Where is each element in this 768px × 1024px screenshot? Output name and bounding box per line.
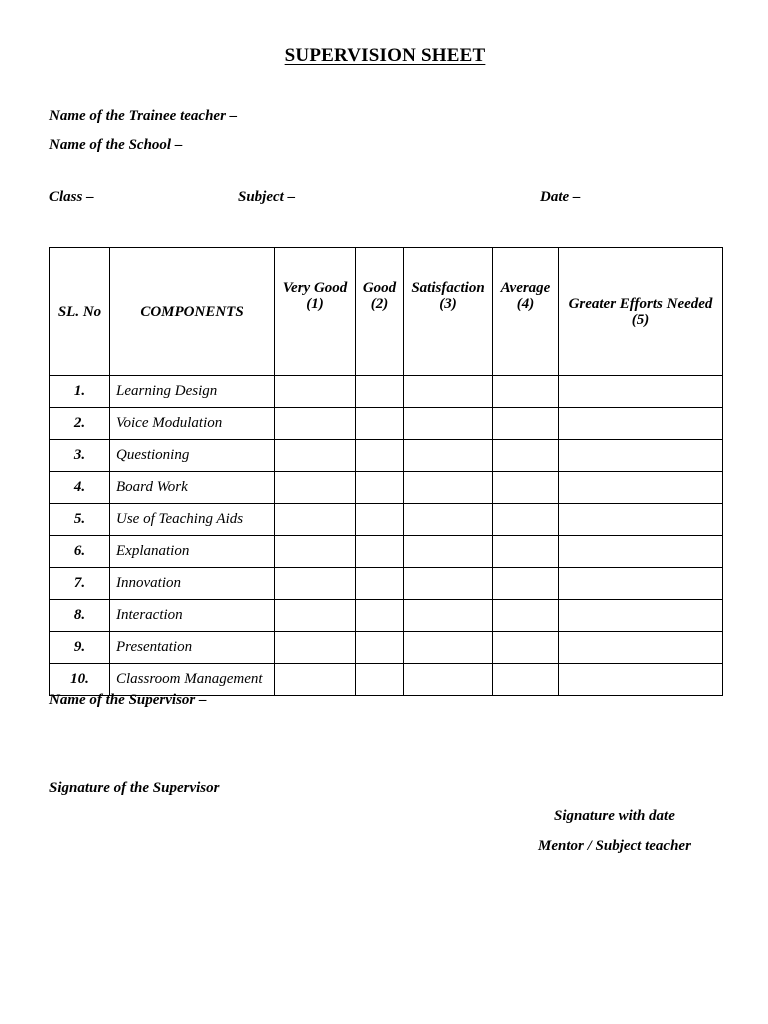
rating-cell-very-good bbox=[275, 408, 356, 440]
row-number: 5. bbox=[50, 504, 110, 536]
rating-cell-good bbox=[356, 632, 404, 664]
header-average: Average (4) bbox=[493, 248, 559, 376]
row-number: 3. bbox=[50, 440, 110, 472]
class-label: Class – bbox=[49, 189, 94, 205]
row-number: 2. bbox=[50, 408, 110, 440]
row-component: Innovation bbox=[110, 568, 275, 600]
rating-cell-greater-efforts bbox=[559, 408, 723, 440]
row-component: Interaction bbox=[110, 600, 275, 632]
rating-cell-very-good bbox=[275, 472, 356, 504]
rating-cell-satisfaction bbox=[404, 376, 493, 408]
table-row bbox=[50, 536, 723, 568]
rating-cell-good bbox=[356, 504, 404, 536]
row-number: 7. bbox=[50, 568, 110, 600]
rating-cell-good bbox=[356, 600, 404, 632]
supervisor-signature-label: Signature of the Supervisor bbox=[49, 780, 220, 796]
rating-cell-satisfaction bbox=[404, 632, 493, 664]
rating-cell-average bbox=[493, 600, 559, 632]
table-row bbox=[50, 568, 723, 600]
rating-cell-greater-efforts bbox=[559, 440, 723, 472]
school-name-label: Name of the School – bbox=[49, 137, 183, 153]
rating-cell-satisfaction bbox=[404, 664, 493, 696]
table-header-row bbox=[50, 248, 723, 376]
rating-cell-very-good bbox=[275, 376, 356, 408]
rating-cell-good bbox=[356, 440, 404, 472]
rating-cell-average bbox=[493, 504, 559, 536]
table-row bbox=[50, 408, 723, 440]
rating-cell-satisfaction bbox=[404, 600, 493, 632]
header-very-good: Very Good (1) bbox=[275, 248, 356, 376]
header-satisfaction: Satisfaction (3) bbox=[404, 248, 493, 376]
row-number: 4. bbox=[50, 472, 110, 504]
signature-date-label: Signature with date bbox=[554, 808, 675, 824]
row-number: 10. bbox=[50, 664, 110, 696]
header-greater-efforts: Greater Efforts Needed (5) bbox=[559, 248, 723, 376]
rating-cell-greater-efforts bbox=[559, 536, 723, 568]
table-row bbox=[50, 600, 723, 632]
subject-label: Subject – bbox=[238, 189, 296, 205]
rating-cell-good bbox=[356, 408, 404, 440]
row-component: Learning Design bbox=[110, 376, 275, 408]
rating-cell-very-good bbox=[275, 632, 356, 664]
rating-cell-very-good bbox=[275, 440, 356, 472]
trainee-name-label: Name of the Trainee teacher – bbox=[49, 108, 238, 124]
rating-cell-very-good bbox=[275, 600, 356, 632]
row-component: Voice Modulation bbox=[110, 408, 275, 440]
table-row bbox=[50, 664, 723, 696]
date-label: Date – bbox=[540, 189, 581, 205]
rating-cell-good bbox=[356, 376, 404, 408]
rating-cell-average bbox=[493, 536, 559, 568]
rating-cell-average bbox=[493, 632, 559, 664]
rating-cell-good bbox=[356, 472, 404, 504]
row-component: Use of Teaching Aids bbox=[110, 504, 275, 536]
rating-cell-greater-efforts bbox=[559, 472, 723, 504]
rating-cell-good bbox=[356, 664, 404, 696]
page-title: SUPERVISION SHEET bbox=[284, 45, 486, 66]
header-components: COMPONENTS bbox=[110, 248, 275, 376]
row-component: Classroom Management bbox=[110, 664, 275, 696]
row-component: Questioning bbox=[110, 440, 275, 472]
table-row bbox=[50, 504, 723, 536]
rating-cell-greater-efforts bbox=[559, 664, 723, 696]
table-row bbox=[50, 376, 723, 408]
rating-cell-very-good bbox=[275, 504, 356, 536]
row-number: 9. bbox=[50, 632, 110, 664]
rating-cell-good bbox=[356, 536, 404, 568]
rating-cell-very-good bbox=[275, 664, 356, 696]
rating-cell-satisfaction bbox=[404, 440, 493, 472]
rating-cell-average bbox=[493, 568, 559, 600]
rating-cell-good bbox=[356, 568, 404, 600]
rating-cell-greater-efforts bbox=[559, 632, 723, 664]
table-row bbox=[50, 440, 723, 472]
rating-cell-satisfaction bbox=[404, 472, 493, 504]
evaluation-table bbox=[49, 247, 723, 696]
row-component: Presentation bbox=[110, 632, 275, 664]
rating-cell-very-good bbox=[275, 536, 356, 568]
row-number: 8. bbox=[50, 600, 110, 632]
rating-cell-average bbox=[493, 408, 559, 440]
row-component: Board Work bbox=[110, 472, 275, 504]
rating-cell-satisfaction bbox=[404, 568, 493, 600]
rating-cell-satisfaction bbox=[404, 408, 493, 440]
rating-cell-average bbox=[493, 376, 559, 408]
row-component: Explanation bbox=[110, 536, 275, 568]
mentor-label: Mentor / Subject teacher bbox=[538, 838, 691, 854]
rating-cell-average bbox=[493, 440, 559, 472]
rating-cell-average bbox=[493, 664, 559, 696]
rating-cell-greater-efforts bbox=[559, 376, 723, 408]
table-body bbox=[50, 376, 723, 696]
rating-cell-greater-efforts bbox=[559, 568, 723, 600]
rating-cell-very-good bbox=[275, 568, 356, 600]
rating-cell-satisfaction bbox=[404, 536, 493, 568]
rating-cell-average bbox=[493, 472, 559, 504]
rating-cell-satisfaction bbox=[404, 504, 493, 536]
rating-cell-greater-efforts bbox=[559, 600, 723, 632]
header-sl-no: SL. No bbox=[50, 248, 110, 376]
row-number: 6. bbox=[50, 536, 110, 568]
table-row bbox=[50, 472, 723, 504]
table-row bbox=[50, 632, 723, 664]
row-number: 1. bbox=[50, 376, 110, 408]
supervisor-name-label: Name of the Supervisor – bbox=[49, 692, 207, 708]
rating-cell-greater-efforts bbox=[559, 504, 723, 536]
header-good: Good (2) bbox=[356, 248, 404, 376]
